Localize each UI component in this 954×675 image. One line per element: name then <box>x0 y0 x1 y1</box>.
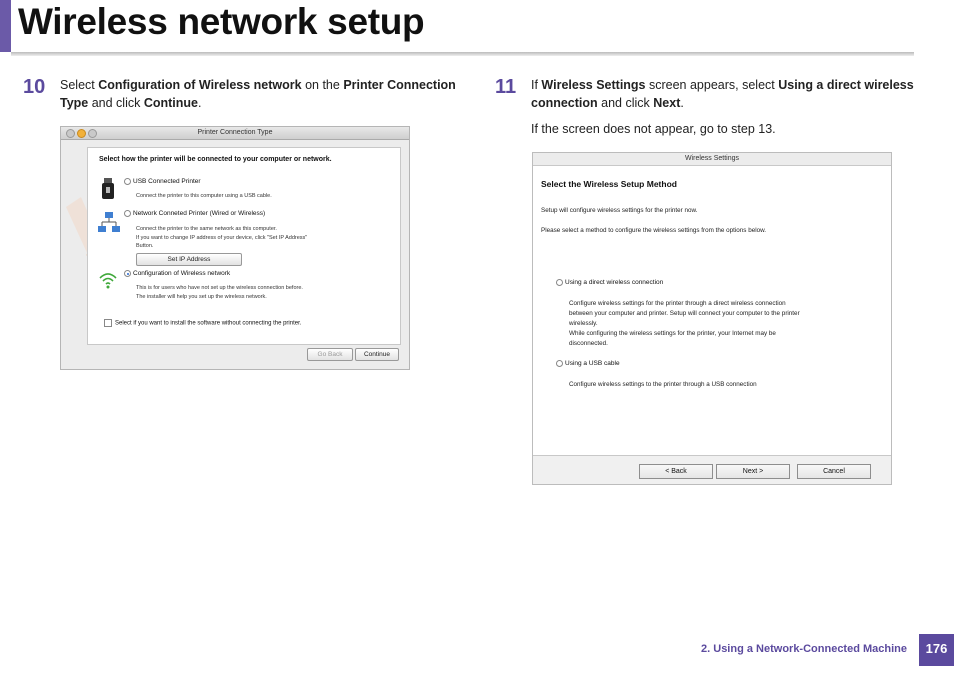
step-11-text: If Wireless Settings screen appears, select Using a direct wireless connection and click Next. <box>531 78 914 110</box>
dialog-titlebar <box>61 127 409 140</box>
wireless-settings-dialog <box>532 152 892 485</box>
step-10-text: Select Configuration of Wireless network on the Printer Connection Type and click Continue. <box>60 78 456 110</box>
wireless-config-radio[interactable] <box>124 270 131 277</box>
cancel-button[interactable]: Cancel <box>797 464 871 479</box>
footer-section-title: 2. Using a Network-Connected Machine <box>701 643 907 655</box>
title-accent-bar <box>0 0 11 52</box>
back-button[interactable]: < Back <box>639 464 713 479</box>
usb-cable-option[interactable]: Using a USB cable <box>556 360 620 367</box>
page-number: 176 <box>919 634 954 666</box>
dialog-title: Printer Connection Type <box>197 129 273 136</box>
connection-options-panel <box>87 147 401 345</box>
wireless-config-option[interactable]: Configuration of Wireless network <box>124 270 230 277</box>
dialog-heading: Select the Wireless Setup Method <box>541 179 677 189</box>
close-icon[interactable] <box>66 129 75 138</box>
direct-wireless-desc: Configure wireless settings for the printer through a direct wireless connection between your computer and printer. Setup will connect your computer to the printer wirelessly. While configuring the wireless settings for the printer, your Internet may be disconnected. <box>569 300 800 347</box>
usb-cable-radio[interactable] <box>556 360 563 367</box>
usb-radio[interactable] <box>124 178 131 185</box>
usb-option-desc: Connect the printer to this computer using a USB cable. <box>136 193 272 199</box>
wireless-config-option-desc: This is for users who have not set up the wireless connection before. The installer will help you set up the wireless network. <box>136 285 303 300</box>
minimize-icon[interactable] <box>77 129 86 138</box>
dialog-heading: Select how the printer will be connected to your computer or network. <box>99 156 332 163</box>
page-title: Wireless network setup <box>18 1 425 42</box>
continue-button[interactable]: Continue <box>355 348 399 361</box>
usb-icon <box>102 178 114 200</box>
set-ip-address-button[interactable]: Set IP Address <box>136 253 242 266</box>
install-without-printer-checkbox[interactable] <box>104 319 112 327</box>
network-radio[interactable] <box>124 210 131 217</box>
zoom-icon[interactable] <box>88 129 97 138</box>
dialog-title: Wireless Settings <box>533 153 891 166</box>
printer-connection-type-dialog <box>60 126 410 370</box>
install-without-printer-option[interactable]: Select if you want to install the software without connecting the printer. <box>104 319 301 327</box>
network-option-desc: Connect the printer to the same network as this computer. If you want to change IP address of your device, click "Set IP Address" Button. <box>136 226 308 249</box>
network-option[interactable]: Network Conneted Printer (Wired or Wireless) <box>124 210 265 217</box>
step-number-10: 10 <box>23 76 46 98</box>
usb-option[interactable]: USB Connected Printer <box>124 178 201 185</box>
dialog-footer <box>533 455 891 484</box>
usb-cable-desc: Configure wireless settings to the printer through a USB connection <box>569 381 757 388</box>
next-button[interactable]: Next > <box>716 464 790 479</box>
direct-wireless-option[interactable]: Using a direct wireless connection <box>556 279 663 286</box>
direct-wireless-radio[interactable] <box>556 279 563 286</box>
dialog-intro-2: Please select a method to configure the wireless settings from the options below. <box>541 227 767 234</box>
step-number-11: 11 <box>495 76 517 98</box>
dialog-intro-1: Setup will configure wireless settings for the printer now. <box>541 207 698 214</box>
go-back-button[interactable]: Go Back <box>307 348 353 361</box>
network-icon <box>98 212 120 234</box>
step-11-note: If the screen does not appear, go to step 13. <box>531 122 776 136</box>
wifi-icon <box>98 272 118 290</box>
title-divider <box>11 52 914 56</box>
